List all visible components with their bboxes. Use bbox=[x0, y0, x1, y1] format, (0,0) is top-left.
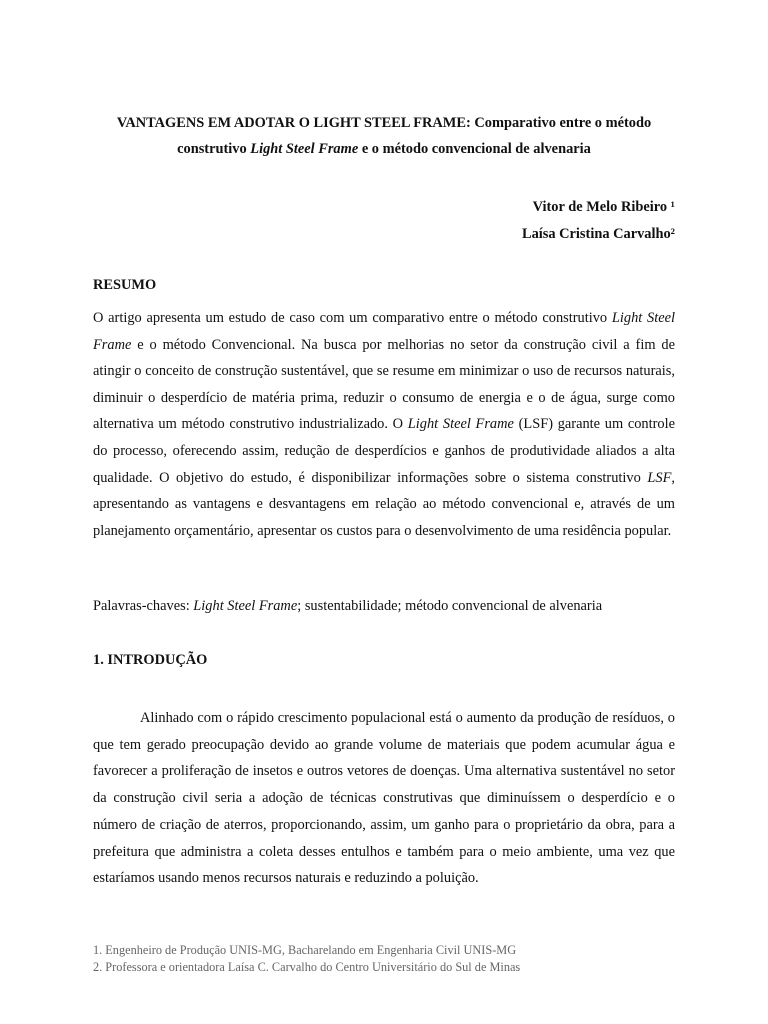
abstract-italic-term: Light Steel Frame bbox=[93, 310, 675, 353]
footnote-1: 1. Engenheiro de Produção UNIS-MG, Bacharelando em Engenharia Civil UNIS-MG bbox=[93, 943, 517, 957]
section-heading-introduction: 1. INTRODUÇÃO bbox=[93, 652, 208, 668]
title-main: VANTAGENS EM ADOTAR O LIGHT STEEL FRAME: Comparativo entre o método construtivo bbox=[116, 115, 652, 157]
abstract-italic-term: Light Steel Frame bbox=[407, 416, 514, 433]
abstract-text: (LSF) garante um controle do processo, oferecendo assim, redução de desperdícios e ganhos de produtividade aliados a alta qualidade. O objetivo do estudo, é disponibilizar informações sobre o sistema construtivo bbox=[93, 416, 676, 486]
abstract-body bbox=[93, 305, 675, 544]
keywords-italic-term: Light Steel Frame bbox=[193, 598, 298, 614]
footnote-2: 2. Professora e orientadora Laísa C. Carvalho do Centro Universitário do Sul de Minas bbox=[93, 960, 521, 974]
footnotes bbox=[93, 942, 693, 976]
paper-title bbox=[93, 110, 675, 162]
keywords-line bbox=[93, 596, 675, 616]
abstract-italic-term: LSF bbox=[647, 469, 672, 486]
abstract-heading: RESUMO bbox=[93, 277, 157, 293]
keywords-rest: ; sustentabilidade; método convencional de alvenaria bbox=[297, 598, 603, 614]
title-italic-term: Light Steel Frame bbox=[250, 141, 359, 157]
author-list bbox=[93, 194, 675, 248]
keywords-label: Palavras-chaves: bbox=[93, 598, 194, 614]
author-2: Laísa Cristina Carvalho² bbox=[521, 226, 675, 242]
introduction-paragraph: Alinhado com o rápido crescimento populacional está o aumento da produção de resíduos, o que tem gerado preocupação devido ao grande volume de materiais que podem acumular água e favorecer a proliferação de insetos e outros vetores de doenças. Uma alternativa sustentável no setor da construção civil seria a adoção de técnicas construtivas que diminuíssem o desperdício e o número de criação de aterros, proporcionando, assim, um ganho para o proprietário da obra, para a prefeitura que administra a coleta desses entulhos e também para o meio ambiente, uma vez que estaríamos usando menos recursos naturais e reduzindo a poluição. bbox=[93, 710, 675, 887]
author-1: Vitor de Melo Ribeiro ¹ bbox=[532, 199, 675, 215]
abstract-text: O artigo apresenta um estudo de caso com um comparativo entre o método construtivo bbox=[93, 310, 612, 326]
title-suffix: e o método convencional de alvenaria bbox=[358, 141, 591, 157]
abstract-text: , apresentando as vantagens e desvantagens em relação ao método convencional e, através de um planejamento orçamentário, apresentar os custos para o desenvolvimento de uma residência popular. bbox=[93, 469, 675, 539]
abstract-text: e o método Convencional. Na busca por melhorias no setor da construção civil a fim de atingir o conceito de construção sustentável, que se resume em minimizar o uso de recursos naturais, diminuir o desperdício de matéria prima, reduzir o consumo de energia e o de água, surge como alternativa um método construtivo industrializado. O bbox=[93, 336, 675, 433]
